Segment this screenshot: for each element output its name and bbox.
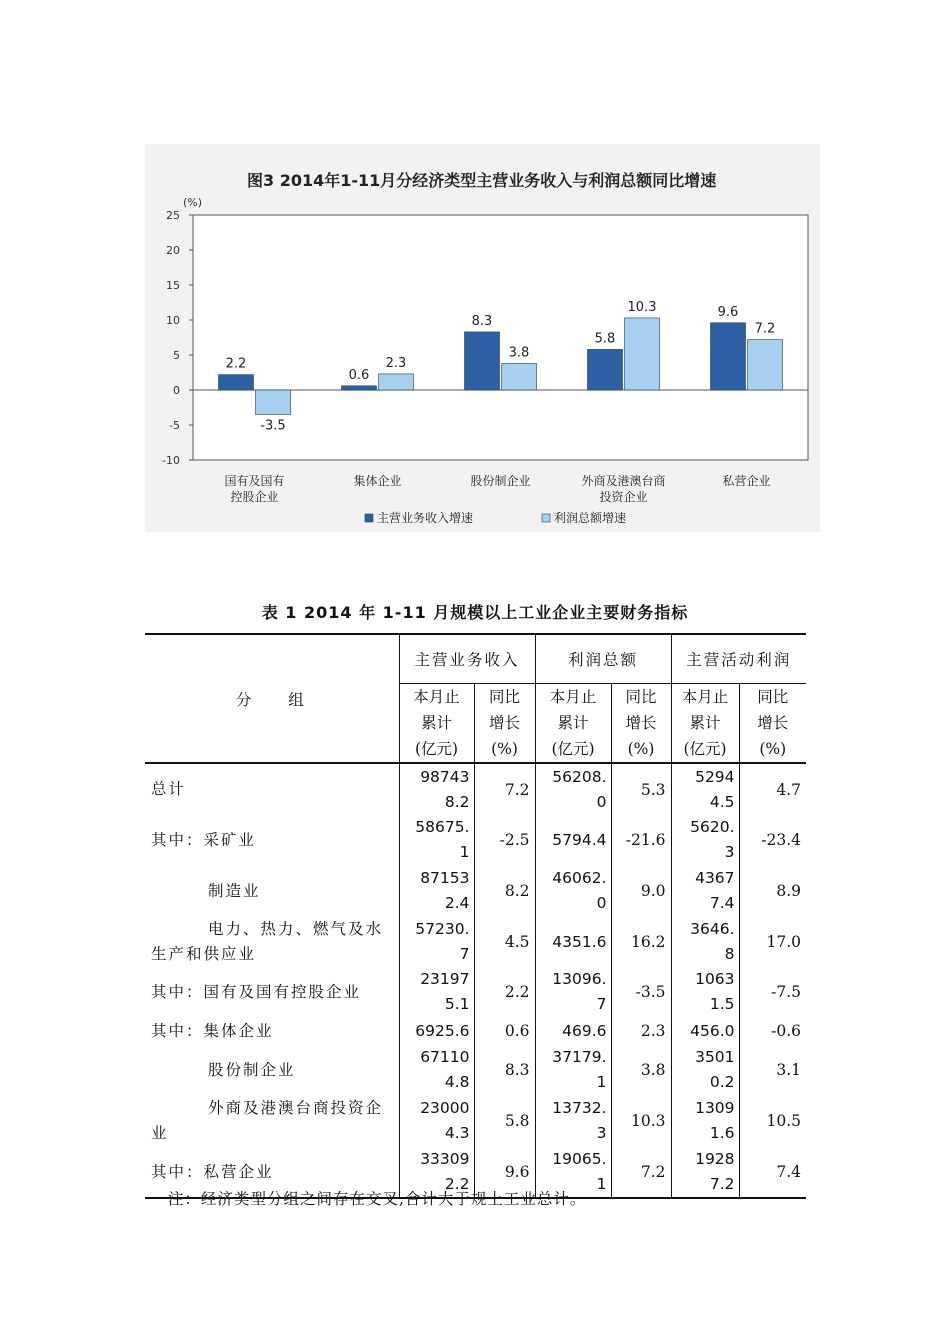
cumulative-value-cell [535, 815, 611, 865]
cumulative-value-text: 57230.7 [415, 920, 470, 963]
growth-rate-cell: -21.6 [611, 815, 671, 865]
cumulative-value-cell [399, 865, 474, 917]
bar-value-label: 0.6 [348, 367, 370, 383]
table-note: 注：经济类型分组之间存在交叉,合计大于规上工业总计。 [168, 1190, 587, 1208]
cumulative-value-text: 230004.3 [420, 1099, 470, 1142]
column-subheader-line: 同比 [625, 688, 657, 706]
cumulative-value-text: 6925.6 [415, 1021, 470, 1040]
y-tick-label: 20 [166, 244, 180, 257]
growth-rate-cell: 8.3 [474, 1045, 535, 1095]
x-tick-label: 外商及港澳台商 [581, 474, 666, 488]
row-label-text: 外商及港澳台商投资企业 [151, 1099, 384, 1142]
cumulative-value-text: 333092.2 [420, 1150, 470, 1193]
cumulative-value-cell [399, 815, 474, 865]
row-label-text: 电力、热力、燃气及水生产和供应业 [151, 920, 384, 963]
column-subheader-line: (%) [759, 740, 787, 758]
column-subheader-line: 本月止 [413, 688, 460, 706]
column-subheader-line: 累计 [689, 714, 721, 732]
table-row [145, 815, 806, 865]
growth-rate-cell: 0.6 [474, 1017, 535, 1045]
y-tick-label: -10 [162, 454, 180, 467]
column-subheader-line: 增长 [757, 714, 789, 732]
cumulative-value-text: 4351.6 [552, 932, 607, 951]
column-subheader-line: 累计 [557, 714, 589, 732]
growth-rate-cell: 4.7 [739, 763, 806, 815]
chart-title: 图3 2014年1-11月分经济类型主营业务收入与利润总额同比增速 [247, 171, 717, 190]
bar [465, 332, 500, 390]
row-label-text: 其中：国有及国有控股企业 [151, 982, 362, 1001]
x-tick-label: 控股企业 [230, 490, 279, 504]
growth-rate-cell: 4.5 [474, 917, 535, 967]
cumulative-value-text: 671104.8 [420, 1048, 470, 1091]
cumulative-value-text: 58675.1 [415, 818, 470, 861]
bar [379, 374, 414, 390]
cumulative-value-cell [671, 1095, 739, 1147]
cumulative-value-text: 3646.8 [690, 920, 735, 963]
cumulative-value-text: 13091.6 [695, 1099, 735, 1142]
cumulative-value-text: 987438.2 [420, 767, 470, 811]
table-row [145, 1045, 806, 1095]
bar [502, 363, 537, 390]
bar-value-label: -3.5 [260, 418, 286, 434]
row-label [145, 1017, 399, 1045]
legend-label: 利润总额增速 [554, 511, 627, 525]
cumulative-value-cell [671, 763, 739, 815]
bar [342, 386, 377, 390]
column-subheader-line: 同比 [757, 688, 789, 706]
growth-rate-cell: 7.4 [739, 1147, 806, 1198]
cumulative-value-cell [671, 967, 739, 1017]
row-label [145, 1045, 399, 1095]
cumulative-value-text: 871532.4 [420, 869, 470, 912]
growth-rate-cell: -0.6 [739, 1017, 806, 1045]
cumulative-value-text: 52944.5 [695, 767, 735, 811]
growth-rate-cell: 2.3 [611, 1017, 671, 1045]
cumulative-value-cell [671, 865, 739, 917]
column-subheader [474, 684, 535, 764]
column-subheader [671, 684, 739, 764]
cumulative-value-text: 43677.4 [695, 869, 735, 912]
cumulative-value-cell [535, 1095, 611, 1147]
row-label [145, 967, 399, 1017]
y-tick-label: 25 [166, 209, 180, 222]
table-title: 表 1 2014 年 1-11 月规模以上工业企业主要财务指标 [261, 603, 689, 622]
bar [256, 390, 291, 415]
row-label [145, 815, 399, 865]
row-label-text: 股份制企业 [208, 1060, 296, 1079]
growth-rate-cell: -7.5 [739, 967, 806, 1017]
growth-rate-cell: 10.3 [611, 1095, 671, 1147]
y-tick-label: -5 [169, 419, 180, 432]
y-axis-unit: (%) [183, 196, 203, 209]
cumulative-value-cell [671, 1017, 739, 1045]
column-group-header: 主营业务收入 [399, 634, 535, 684]
cumulative-value-text: 46062.0 [552, 869, 607, 912]
bar-value-label: 9.6 [717, 304, 739, 320]
growth-rate-cell: -23.4 [739, 815, 806, 865]
table-total-row [145, 763, 806, 815]
cumulative-value-text: 13096.7 [552, 970, 607, 1013]
cumulative-value-text: 5794.4 [552, 830, 607, 849]
x-tick-label: 私营企业 [722, 474, 771, 488]
column-subheader-line: 本月止 [549, 688, 597, 706]
table-row [145, 967, 806, 1017]
cumulative-value-cell [535, 865, 611, 917]
column-group-header: 主营活动利润 [671, 634, 806, 684]
growth-rate-cell: 5.8 [474, 1095, 535, 1147]
cumulative-value-text: 231975.1 [420, 970, 470, 1013]
cumulative-value-text: 456.0 [690, 1021, 735, 1040]
financial-indicators-table [145, 633, 806, 1199]
growth-rate-cell: 7.2 [474, 763, 535, 815]
growth-rate-cell: 8.2 [474, 865, 535, 917]
legend-swatch [542, 514, 550, 522]
growth-rate-cell: -3.5 [611, 967, 671, 1017]
cumulative-value-cell [399, 917, 474, 967]
row-label [145, 1095, 399, 1147]
row-label-text: 其中：私营企业 [151, 1162, 274, 1181]
legend-label: 主营业务收入增速 [377, 511, 474, 525]
row-label-text: 其中：集体企业 [151, 1021, 274, 1040]
growth-rate-cell: 2.2 [474, 967, 535, 1017]
cumulative-value-cell [399, 763, 474, 815]
growth-rate-cell: 9.0 [611, 865, 671, 917]
column-subheader-line: 增长 [489, 714, 521, 732]
column-subheader [611, 684, 671, 764]
cumulative-value-cell [535, 763, 611, 815]
column-subheader-line: (%) [627, 740, 655, 758]
column-subheader-line: 同比 [489, 688, 521, 706]
cumulative-value-cell [399, 1045, 474, 1095]
bar-value-label: 3.8 [508, 345, 530, 361]
row-label [145, 763, 399, 815]
column-subheader-line: (亿元) [414, 740, 459, 758]
cumulative-value-text: 37179.1 [552, 1048, 607, 1091]
column-subheader-line: 增长 [625, 714, 657, 732]
x-tick-label: 股份制企业 [470, 474, 531, 488]
column-subheader-line: (亿元) [551, 740, 595, 758]
bar [625, 318, 660, 390]
table-row [145, 865, 806, 917]
cumulative-value-text: 56208.0 [552, 767, 607, 811]
bar-chart [145, 144, 820, 532]
growth-rate-cell: 3.1 [739, 1045, 806, 1095]
cumulative-value-text: 35010.2 [695, 1048, 735, 1091]
cumulative-value-cell [671, 1045, 739, 1095]
cumulative-value-cell [399, 1095, 474, 1147]
bar-value-label: 2.3 [385, 355, 407, 371]
y-tick-label: 0 [173, 384, 180, 397]
column-subheader [739, 684, 806, 764]
x-tick-label: 国有及国有 [224, 474, 285, 488]
group-column-header: 分 组 [145, 634, 399, 763]
x-tick-label: 集体企业 [353, 474, 402, 488]
column-subheader-line: 本月止 [681, 688, 729, 706]
y-tick-label: 5 [173, 349, 180, 362]
bar-value-label: 5.8 [594, 331, 616, 347]
growth-rate-cell: 17.0 [739, 917, 806, 967]
cumulative-value-text: 19065.1 [552, 1150, 607, 1193]
cumulative-value-cell [535, 1045, 611, 1095]
growth-rate-cell: 8.9 [739, 865, 806, 917]
y-tick-label: 15 [166, 279, 180, 292]
cumulative-value-cell [535, 917, 611, 967]
cumulative-value-cell [671, 1147, 739, 1198]
cumulative-value-text: 5620.3 [690, 818, 735, 861]
bar-value-label: 7.2 [754, 321, 776, 337]
table-header-row [145, 634, 806, 684]
growth-rate-cell: 16.2 [611, 917, 671, 967]
bar-value-label: 10.3 [627, 299, 657, 315]
bar [588, 349, 623, 390]
cumulative-value-text: 10631.5 [695, 970, 735, 1013]
column-subheader-line: (亿元) [683, 740, 727, 758]
cumulative-value-cell [399, 967, 474, 1017]
bar-value-label: 2.2 [225, 356, 247, 372]
cumulative-value-cell [535, 967, 611, 1017]
growth-rate-cell: -2.5 [474, 815, 535, 865]
row-label-text: 制造业 [208, 881, 261, 900]
growth-rate-cell: 3.8 [611, 1045, 671, 1095]
column-subheader [535, 684, 611, 764]
growth-rate-cell: 10.5 [739, 1095, 806, 1147]
cumulative-value-cell [671, 815, 739, 865]
cumulative-value-cell [671, 917, 739, 967]
cumulative-value-cell [399, 1017, 474, 1045]
cumulative-value-cell [535, 1017, 611, 1045]
bar [748, 340, 783, 390]
bar-value-label: 8.3 [471, 313, 493, 329]
growth-rate-cell: 7.2 [611, 1147, 671, 1198]
legend-swatch [365, 514, 373, 522]
growth-rate-cell: 5.3 [611, 763, 671, 815]
row-label [145, 865, 399, 917]
table-row [145, 1095, 806, 1147]
cumulative-value-text: 19287.2 [695, 1150, 735, 1193]
legend [365, 510, 626, 525]
bar [711, 323, 746, 390]
row-label-text: 其中：采矿业 [151, 830, 257, 849]
row-label [145, 917, 399, 967]
growth-rate-cell: 9.6 [474, 1147, 535, 1198]
cumulative-value-text: 469.6 [562, 1021, 607, 1040]
cumulative-value-text: 13732.3 [552, 1099, 607, 1142]
column-subheader [399, 684, 474, 764]
table-row [145, 917, 806, 967]
row-label-text: 总计 [151, 780, 187, 798]
x-tick-label: 投资企业 [599, 490, 648, 504]
x-axis-labels [224, 473, 770, 504]
y-tick-label: 10 [166, 314, 180, 327]
table-row [145, 1017, 806, 1045]
column-group-header: 利润总额 [535, 634, 671, 684]
column-subheader-line: (%) [491, 740, 518, 758]
bar [219, 375, 254, 390]
chart-panel [145, 144, 820, 532]
column-subheader-line: 累计 [420, 714, 452, 732]
